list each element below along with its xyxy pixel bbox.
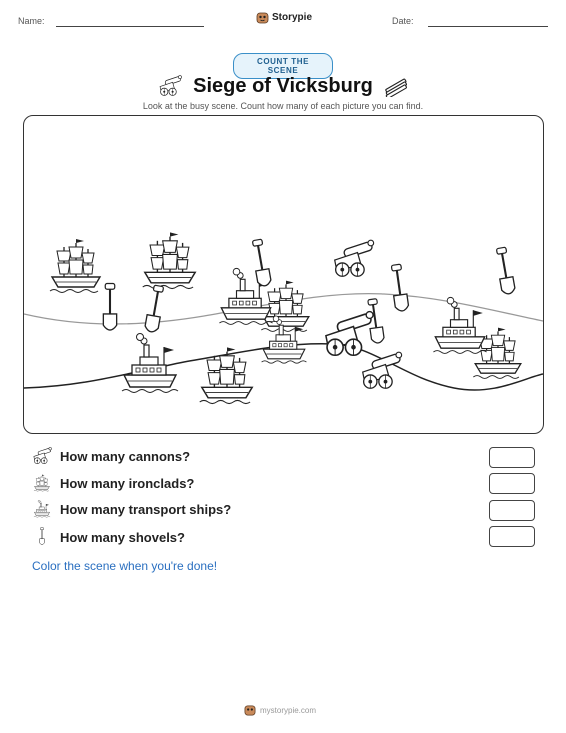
answer-box[interactable] xyxy=(489,447,535,468)
question-row xyxy=(32,527,185,547)
shovel xyxy=(103,284,116,331)
title-row xyxy=(140,72,426,100)
footer xyxy=(244,704,316,716)
shovel xyxy=(389,264,409,312)
storypie-mascot-icon xyxy=(244,704,256,716)
question-text: How many ironclads? xyxy=(60,475,195,491)
name-label: Name: xyxy=(18,16,45,26)
page-title: Siege of Vicksburg xyxy=(193,74,373,97)
ironclad xyxy=(473,328,521,379)
question-row xyxy=(32,474,194,492)
brand-name: Storypie xyxy=(272,12,313,23)
shovel xyxy=(251,239,272,287)
count-the-scene-badge: COUNT THE SCENE xyxy=(233,53,333,79)
ironclad xyxy=(200,347,253,403)
transport-ship-icon xyxy=(32,500,52,518)
date-label: Date: xyxy=(392,16,414,26)
answer-box[interactable] xyxy=(489,500,535,521)
count-scene xyxy=(23,115,544,434)
cannon-icon xyxy=(32,447,52,465)
question-text: How many cannons? xyxy=(60,448,191,464)
question-row xyxy=(32,447,190,465)
question-text: How many shovels? xyxy=(60,529,185,545)
cannon-icon xyxy=(157,75,183,97)
cannon xyxy=(326,312,373,356)
date-field[interactable] xyxy=(428,26,548,27)
instructions: Look at the busy scene. Count how many of each picture you can find. xyxy=(142,101,424,111)
answer-box[interactable] xyxy=(489,526,535,547)
ironclad xyxy=(261,281,309,332)
transport-ship xyxy=(122,334,178,393)
brand-logo xyxy=(256,11,312,24)
transport-ship xyxy=(433,297,486,353)
shovel xyxy=(495,247,516,295)
color-instruction: Color the scene when you're done! xyxy=(32,559,218,573)
ironclad-icon xyxy=(32,474,52,492)
shovel xyxy=(144,285,165,333)
answer-box[interactable] xyxy=(489,473,535,494)
storypie-mascot-icon xyxy=(256,11,269,24)
cannon xyxy=(363,352,402,388)
ironclad xyxy=(50,239,100,293)
rifles-icon xyxy=(383,75,409,97)
cannon xyxy=(335,240,374,276)
scene-illustration xyxy=(24,116,543,433)
shovel-icon xyxy=(32,527,52,547)
name-field[interactable] xyxy=(56,26,204,27)
footer-url[interactable]: mystorypie.com xyxy=(260,705,317,715)
question-row xyxy=(32,500,231,518)
question-text: How many transport ships? xyxy=(60,501,232,517)
ironclad xyxy=(143,232,195,288)
